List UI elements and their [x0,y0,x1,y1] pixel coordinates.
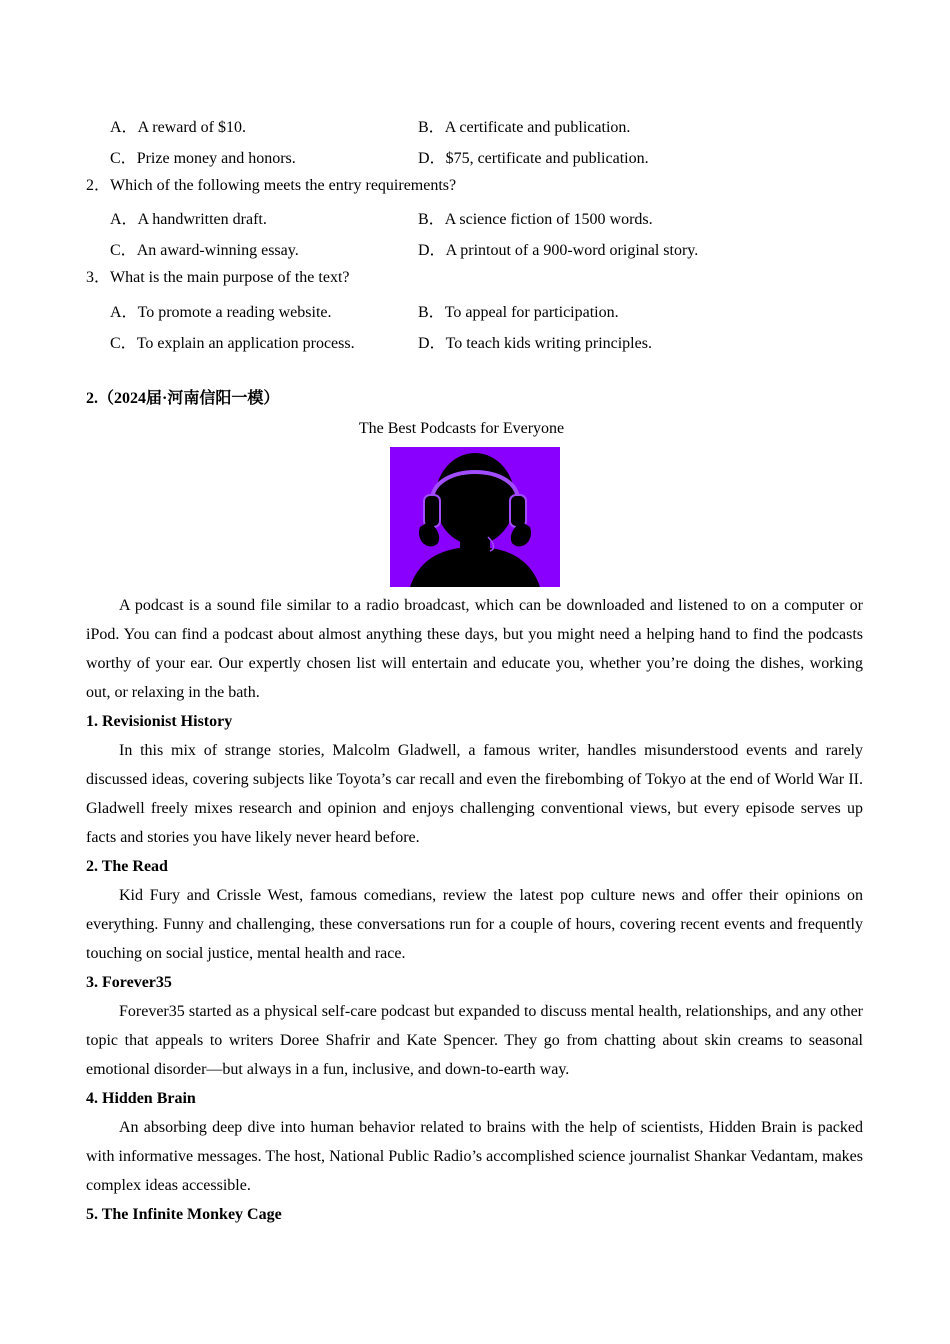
q1-option-b: B．A certificate and publication. [418,119,631,136]
q3-option-d: D．To teach kids writing principles. [418,335,652,352]
section-heading-1: 1. Revisionist History [86,713,233,730]
q3-option-c: C．To explain an application process. [110,335,355,352]
q3-option-b: B．To appeal for participation. [418,304,619,321]
q2-stem: 2．Which of the following meets the entry requirements? [86,177,457,194]
q2-option-b: B．A science fiction of 1500 words. [418,211,653,228]
passage-source: 2.（2024届·河南信阳一模） [86,390,280,407]
q1-option-c: C．Prize money and honors. [110,150,296,167]
section-body-1: In this mix of strange stories, Malcolm Gladwell, a famous writer, handles misunderstood events and rarely discussed ideas, covering subjects like Toyota’s car recall and even the firebombing of Tokyo at the end of World War II. Gladwell freely mixes research and opinion and enjoys challenging conventional views, but every episode serves up facts and stories you have likely never heard before. [86,742,863,846]
q3-option-a: A．To promote a reading website. [110,304,332,321]
q2-option-a: A．A handwritten draft. [110,211,267,228]
q1-option-a: A．A reward of $10. [110,119,246,136]
podcast-listener-image [390,447,560,587]
q3-stem: 3．What is the main purpose of the text? [86,269,350,286]
q1-option-d: D．$75, certificate and publication. [418,150,649,167]
section-heading-4: 4. Hidden Brain [86,1090,196,1107]
passage-intro: A podcast is a sound file similar to a radio broadcast, which can be downloaded and listened to on a computer or iPod. You can find a podcast about almost anything these days, but you might need a helping hand to find the podcasts worthy of your ear. Our expertly chosen list will entertain and educate you, whether you’re doing the dishes, working out, or relaxing in the bath. [86,597,863,701]
q2-option-c: C．An award-winning essay. [110,242,299,259]
q2-option-d: D．A printout of a 900-word original story. [418,242,699,259]
headphones-silhouette-icon [390,447,560,587]
section-heading-2: 2. The Read [86,858,168,875]
section-heading-5: 5. The Infinite Monkey Cage [86,1206,282,1223]
section-heading-3: 3. Forever35 [86,974,172,991]
section-body-2: Kid Fury and Crissle West, famous comedians, review the latest pop culture news and offer their opinions on everything. Funny and challenging, these conversations run for a couple of hours, covering recent events and frequently touching on social justice, mental health and race. [86,887,863,962]
section-body-4: An absorbing deep dive into human behavior related to brains with the help of scientists, Hidden Brain is packed with informative messages. The host, National Public Radio’s accomplished science journalist Shankar Vedantam, makes complex ideas accessible. [86,1119,863,1194]
passage-title: The Best Podcasts for Everyone [358,420,565,437]
section-body-3: Forever35 started as a physical self-care podcast but expanded to discuss mental health, relationships, and any other topic that appeals to writers Doree Shafrir and Kate Spencer. They go from chatting about skin creams to seasonal emotional disorder—but always in a fun, inclusive, and down-to-earth way. [86,1003,863,1078]
